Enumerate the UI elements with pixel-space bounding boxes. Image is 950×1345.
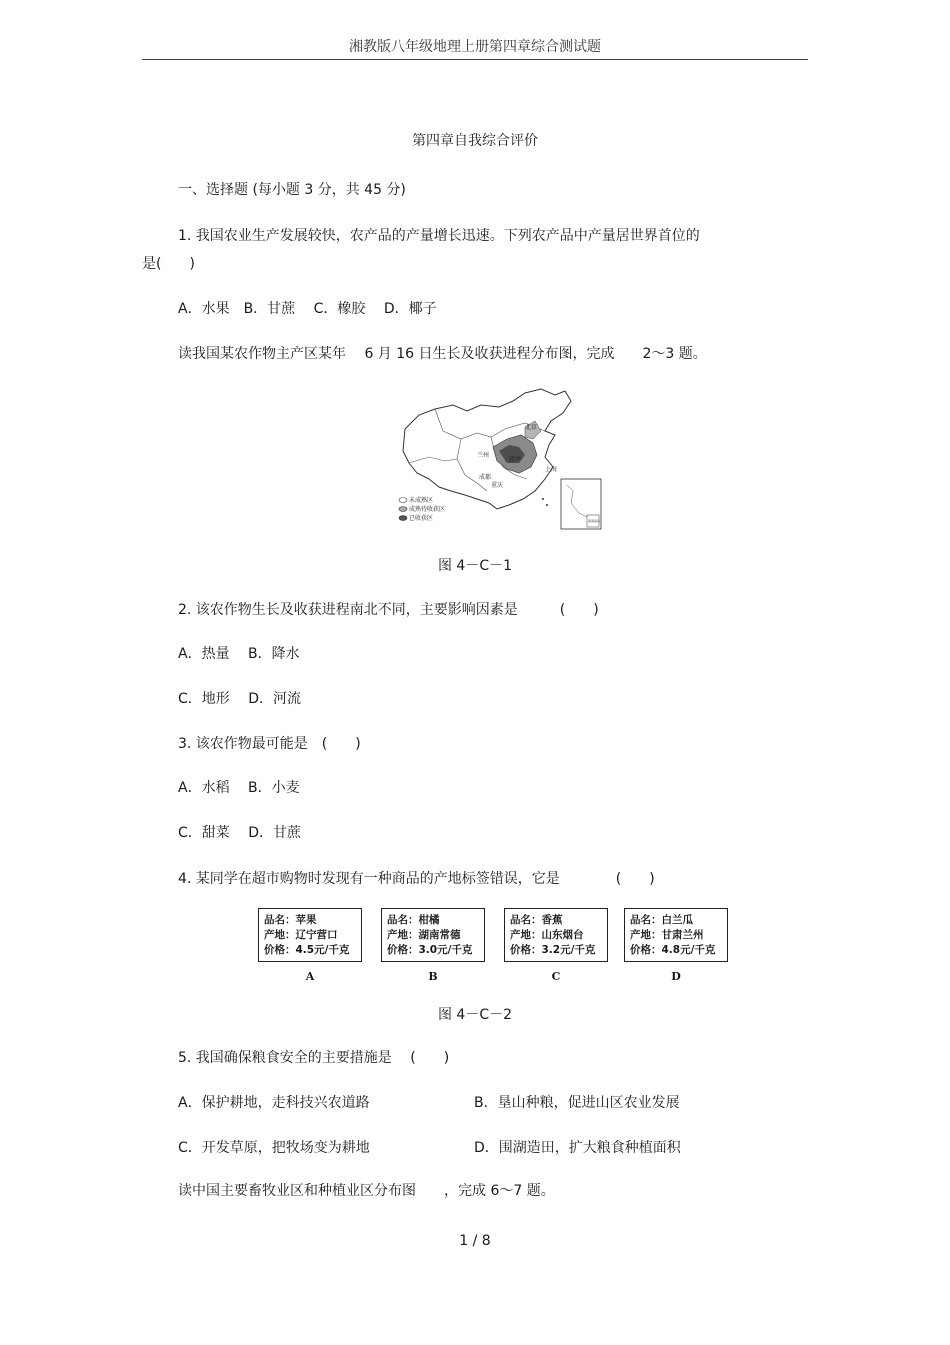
intro-6-7: 读中国主要畜牧业区和种植业区分布图 ，完成 6～7 题。 (178, 1183, 555, 1199)
product-label-a (258, 908, 362, 962)
product-labels-figure (258, 908, 730, 988)
chapter-title: 第四章自我综合评价 (412, 133, 538, 149)
header-rule (142, 59, 808, 60)
city-label-zhengzhou: 郑州 (509, 456, 522, 463)
q2-stem: 2. 该农作物生长及收获进程南北不同，主要影响因素是 ( ) (178, 602, 599, 618)
label-origin: 产地：山东烟台 (510, 929, 584, 941)
q3-stem: 3. 该农作物最可能是 ( ) (178, 736, 361, 752)
product-label-b (381, 908, 485, 962)
q5-option-b: B．垦山种粮，促进山区农业发展 (474, 1095, 680, 1111)
label-price: 价格：3.2元/千克 (510, 944, 596, 956)
legend-swatch-ripe (399, 507, 407, 512)
label-letter-a: A (305, 970, 315, 983)
label-letter-d: D (671, 970, 681, 983)
q1-stem-line2: 是( ) (142, 256, 195, 272)
label-name: 品名：柑橘 (387, 914, 440, 926)
legend-swatch-unripe (399, 498, 407, 503)
product-label-d (624, 908, 728, 962)
product-label-c (504, 908, 608, 962)
figure2-caption: 图 4－C－2 (437, 1007, 513, 1023)
q2-options-cd: C．地形 D．河流 (178, 691, 302, 707)
q5-option-a: A．保护耕地，走科技兴农道路 (178, 1095, 370, 1111)
page-number: 1 / 8 (459, 1233, 491, 1249)
label-name: 品名：白兰瓜 (630, 914, 693, 926)
label-price: 价格：4.5元/千克 (264, 944, 350, 956)
label-origin: 产地：甘肃兰州 (630, 929, 704, 941)
label-origin: 产地：湖南常德 (387, 929, 461, 941)
china-crop-harvest-map (395, 387, 607, 532)
section-heading: 一、选择题 (每小题 3 分，共 45 分) (178, 182, 406, 198)
city-label-shanghai: 上海 (545, 466, 558, 473)
label-origin: 产地：辽宁营口 (264, 929, 338, 941)
city-label-chongqing: 重庆 (491, 482, 504, 489)
label-name: 品名：苹果 (264, 914, 317, 926)
label-price: 价格：3.0元/千克 (387, 944, 473, 956)
city-label-chengdu: 成都 (479, 474, 492, 481)
q3-options-ab: A．水稻 B．小麦 (178, 780, 300, 796)
running-header: 湘教版八年级地理上册第四章综合测试题 (349, 39, 601, 55)
label-letter-c: C (551, 970, 561, 983)
legend-ripe: 成熟待收获区 (409, 506, 446, 513)
legend-swatch-harvested (399, 516, 407, 521)
city-label-beijing: 北京 (525, 424, 538, 431)
label-letter-b: B (428, 970, 438, 983)
q1-options: A．水果 B．甘蔗 C．橡胶 D．椰子 (178, 301, 437, 317)
legend-harvested: 已收获区 (409, 515, 434, 522)
city-label-lanzhou: 兰州 (477, 452, 490, 459)
q2-options-ab: A．热量 B．降水 (178, 646, 300, 662)
label-price: 价格：4.8元/千克 (630, 944, 716, 956)
q1-stem-line1: 1. 我国农业生产发展较快，农产品的产量增长迅速。下列农产品中产量居世界首位的 (178, 228, 700, 244)
inset-label: 南海诸岛 (588, 519, 601, 523)
label-name: 品名：香蕉 (510, 914, 563, 926)
q5-option-d: D．围湖造田，扩大粮食种植面积 (474, 1140, 681, 1156)
intro-2-3: 读我国某农作物主产区某年 6 月 16 日生长及收获进程分布图，完成 2～3 题。 (178, 346, 707, 362)
figure1-caption: 图 4－C－1 (437, 558, 513, 574)
q4-stem: 4. 某同学在超市购物时发现有一种商品的产地标签错误，它是 ( ) (178, 871, 655, 887)
q5-stem: 5. 我国确保粮食安全的主要措施是 ( ) (178, 1050, 450, 1066)
q3-options-cd: C．甜菜 D．甘蔗 (178, 825, 302, 841)
legend-unripe: 未成熟区 (409, 497, 434, 504)
q5-option-c: C．开发草原，把牧场变为耕地 (178, 1140, 370, 1156)
